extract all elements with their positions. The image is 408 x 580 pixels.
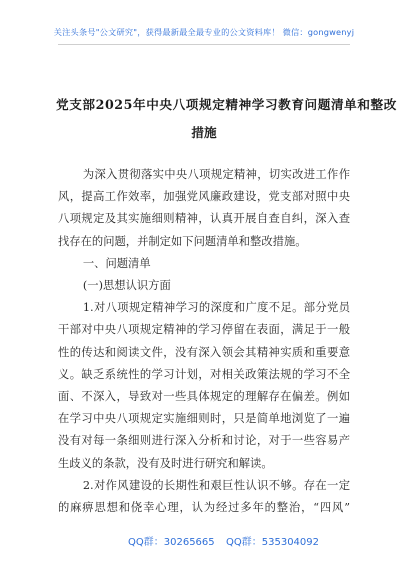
section-heading-problems: 一、问题清单 [82,256,151,270]
header-divider [58,44,350,45]
promo-banner [0,27,408,38]
item1-line: 在学习中央八项规定实施细则时，只是简单地浏览了一遍 [58,412,350,426]
item1-line: 性的传达和阅读文件，没有深入领会其精神实质和重要意 [58,345,350,359]
intro-line: 找存在的问题，并制定如下问题清单和整改措施。 [58,234,307,248]
promo-banner-text: 关注头条号"公文研究"，获得最新最全最专业的公文资料库！ 微信：gongwenyj [53,27,355,37]
intro-line: 八项规定及其实施细则精神，认真开展自查自纠，深入查 [58,212,350,226]
document-title-line-1: 党支部2025年中央八项规定精神学习教育问题清单和整改 [56,97,397,112]
item1-line: 没有对每一条细则进行深入分析和讨论，对于一些容易产 [58,434,350,448]
item1-line: 义。缺乏系统性的学习计划，对相关政策法规的学习不全 [58,367,350,381]
intro-line: 风，提高工作效率，加强党风廉政建设，党支部对照中央 [58,190,350,204]
item1-line: 生歧义的条款，没有及时进行研究和解读。 [58,456,273,470]
intro-line: 为深入贯彻落实中央八项规定精神，切实改进工作作 [82,168,350,181]
document-title-line-2: 措施 [191,125,217,140]
subsection-heading-ideology: (一)思想认识方面 [82,279,171,293]
footer-qq-group-2: QQ群：535304092 [226,537,320,548]
item1-line: 1.对八项规定精神学习的深度和广度不足。部分党员 [82,301,350,315]
item2-line: 2.对作风建设的长期性和艰巨性认识不够。存在一定 [82,478,350,492]
document-body [58,164,350,519]
item1-line: 面、不深入，导致对一些具体规定的理解存在偏差。例如 [58,390,350,404]
item1-line: 干部对中央八项规定精神的学习停留在表面，满足于一般 [58,323,350,337]
footer-qq-group-1: QQ群：30265665 [128,537,215,548]
item2-line: 的麻痹思想和侥幸心理，认为经过多年的整治，“四风” [58,501,350,515]
